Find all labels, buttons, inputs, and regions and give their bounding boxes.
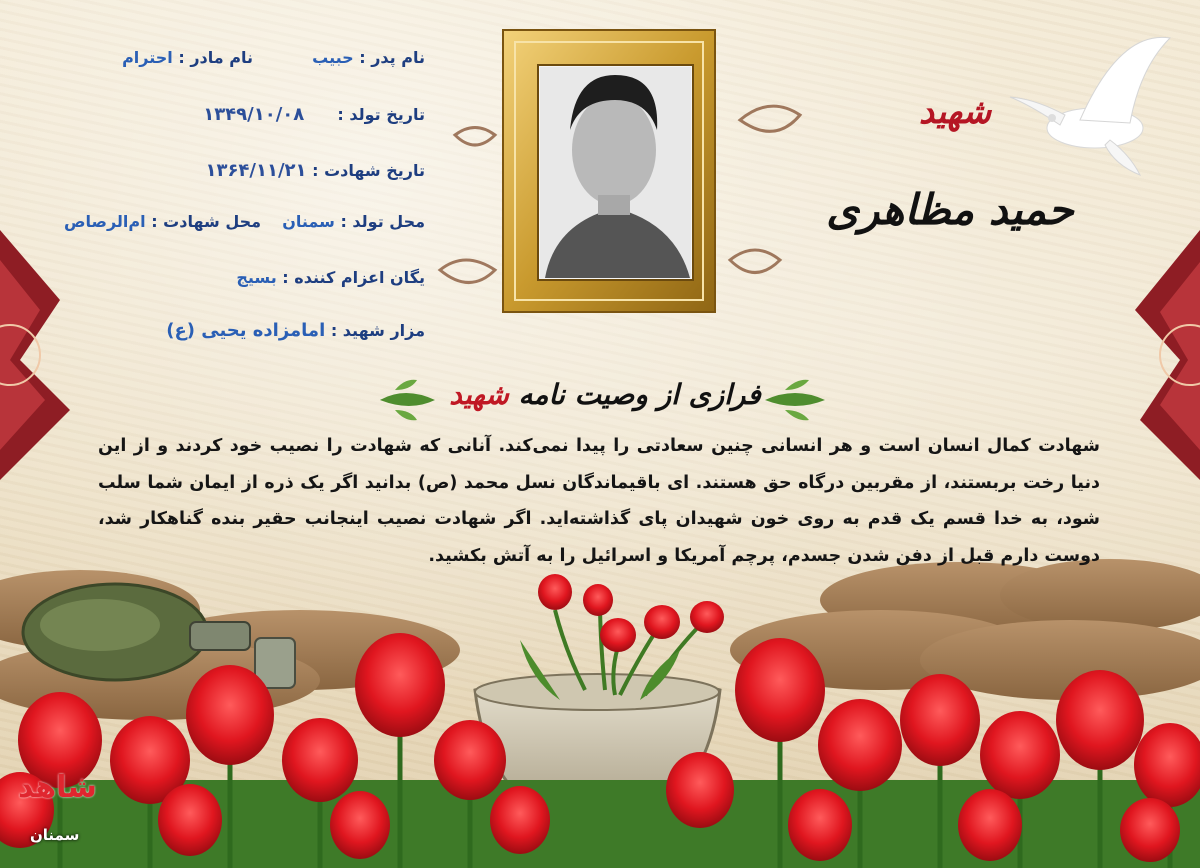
will-excerpt-title-accent: شهید bbox=[449, 378, 509, 411]
info-parents-row bbox=[25, 48, 425, 67]
grave-label: مزار شهید : bbox=[330, 321, 425, 340]
birth-value: ۱۳۴۹/۱۰/۰۸ bbox=[203, 104, 305, 125]
shahed-logo: شاهد bbox=[18, 770, 97, 805]
will-excerpt-title-main: فرازی از وصیت نامه bbox=[518, 378, 761, 411]
birth-label: تاریخ تولد : bbox=[337, 105, 425, 124]
info-martyrdom-row bbox=[25, 160, 425, 181]
martyr-name: حمید مظاهری bbox=[826, 185, 1074, 234]
martyrdom-label: تاریخ شهادت : bbox=[312, 161, 425, 180]
unit-value: بسیج bbox=[236, 268, 277, 287]
right-ornament-icon bbox=[1135, 230, 1200, 480]
birthplace-label: محل تولد : bbox=[340, 212, 425, 231]
unit-label: یگان اعزام کننده : bbox=[282, 268, 425, 287]
dove-icon bbox=[1010, 37, 1170, 175]
info-grave-row bbox=[25, 320, 425, 341]
portrait-frame bbox=[503, 30, 715, 312]
info-birth-row bbox=[25, 104, 425, 125]
father-label: نام پدر : bbox=[359, 48, 425, 67]
will-excerpt-title bbox=[445, 378, 765, 411]
father-value: حبیب bbox=[312, 48, 354, 67]
shahed-logo-city: سمنان bbox=[30, 826, 80, 844]
martyrdom-value: ۱۳۶۴/۱۱/۲۱ bbox=[205, 160, 307, 181]
mother-label: نام مادر : bbox=[178, 48, 253, 67]
martyrdom-place-value: ام‌الرصاص bbox=[63, 212, 146, 231]
martyr-title: شهید bbox=[918, 92, 992, 132]
info-unit-row bbox=[25, 268, 425, 287]
info-place-row bbox=[5, 212, 425, 231]
will-text: شهادت کمال انسان است و هر انسانی چنین سعادتی را پیدا نمی‌کند. آنانی که شهادت را نصیب خود کردند و از این دنیا رخت بربستند، از مقربین درگاه حق هستند. ای باقیماندگان نسل محمد (ص) بدانید اگر یک ذره از ایمان شما سلب شود، به خدا قسم یک قدم به روی خون شهیدان پای گذاشته‌اید. اگر شهادت نصیب اینجانب حقیر بنده گناهکار شد، دوست دارم قبل از دفن شدن جسدم، پرچم آمریکا و اسرائیل را به آتش بکشید. bbox=[98, 436, 1100, 566]
grave-value: امامزاده یحیی (ع) bbox=[166, 320, 326, 341]
birthplace-value: سمنان bbox=[282, 212, 335, 231]
mother-value: احترام bbox=[122, 48, 173, 67]
martyr-portrait bbox=[540, 67, 691, 278]
martyrdom-place-label: محل شهادت : bbox=[151, 212, 262, 231]
